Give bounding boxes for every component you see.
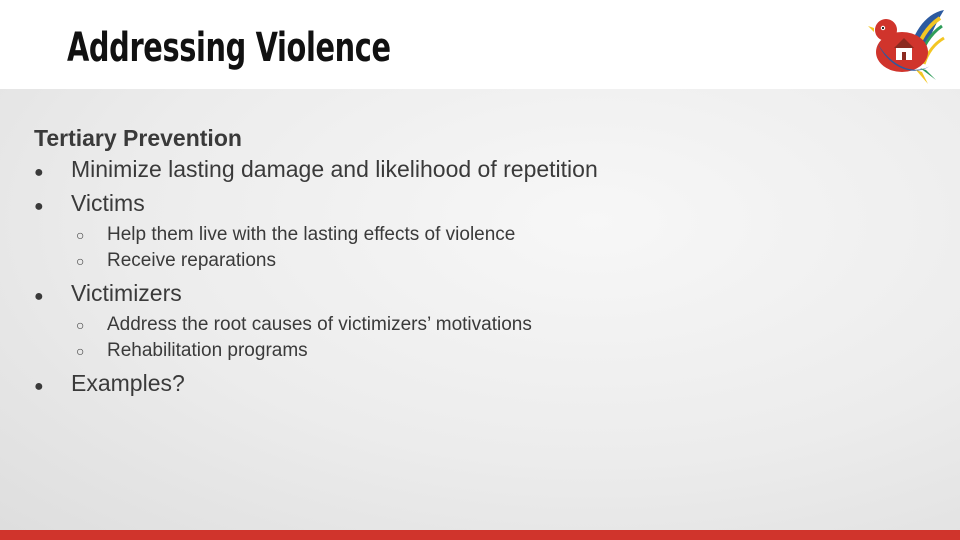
sub-bullet-circle-icon: ○ <box>76 227 85 243</box>
bottom-accent-bar <box>0 530 960 540</box>
subheading: Tertiary Prevention <box>34 125 242 151</box>
bird-house-logo-icon <box>868 4 948 84</box>
bullet-text: Victimizers <box>71 280 182 306</box>
bullet-item <box>34 368 598 402</box>
bullet-group-victimizers <box>34 278 598 364</box>
bullet-text: Minimize lasting damage and likelihood of repetition <box>71 156 598 182</box>
bullet-text: Examples? <box>71 370 185 396</box>
sub-bullet-circle-icon: ○ <box>76 253 85 269</box>
slide-header <box>0 0 960 89</box>
sub-bullet-text: Receive reparations <box>107 250 276 271</box>
sub-bullet-text: Rehabilitation programs <box>107 340 308 361</box>
bullet-dot-icon: ● <box>34 198 44 215</box>
sub-bullet-item <box>76 338 598 364</box>
slide-title: Addressing Violence <box>67 25 391 71</box>
bullet-item <box>34 188 598 222</box>
bullet-dot-icon: ● <box>34 378 44 395</box>
bullet-dot-icon: ● <box>34 164 44 181</box>
bullet-dot-icon: ● <box>34 288 44 305</box>
sub-bullet-circle-icon: ○ <box>76 317 85 333</box>
slide-body <box>34 122 598 402</box>
sub-bullet-item <box>76 312 598 338</box>
bullet-group-victims <box>34 188 598 274</box>
bullet-item <box>34 278 598 312</box>
sub-bullet-text: Help them live with the lasting effects of violence <box>107 224 516 245</box>
sub-bullet-item <box>76 248 598 274</box>
sub-bullet-text: Address the root causes of victimizers’ motivations <box>107 314 532 335</box>
sub-bullet-item <box>76 222 598 248</box>
bullet-item <box>34 154 598 188</box>
sub-bullet-circle-icon: ○ <box>76 343 85 359</box>
bullet-text: Victims <box>71 190 145 216</box>
